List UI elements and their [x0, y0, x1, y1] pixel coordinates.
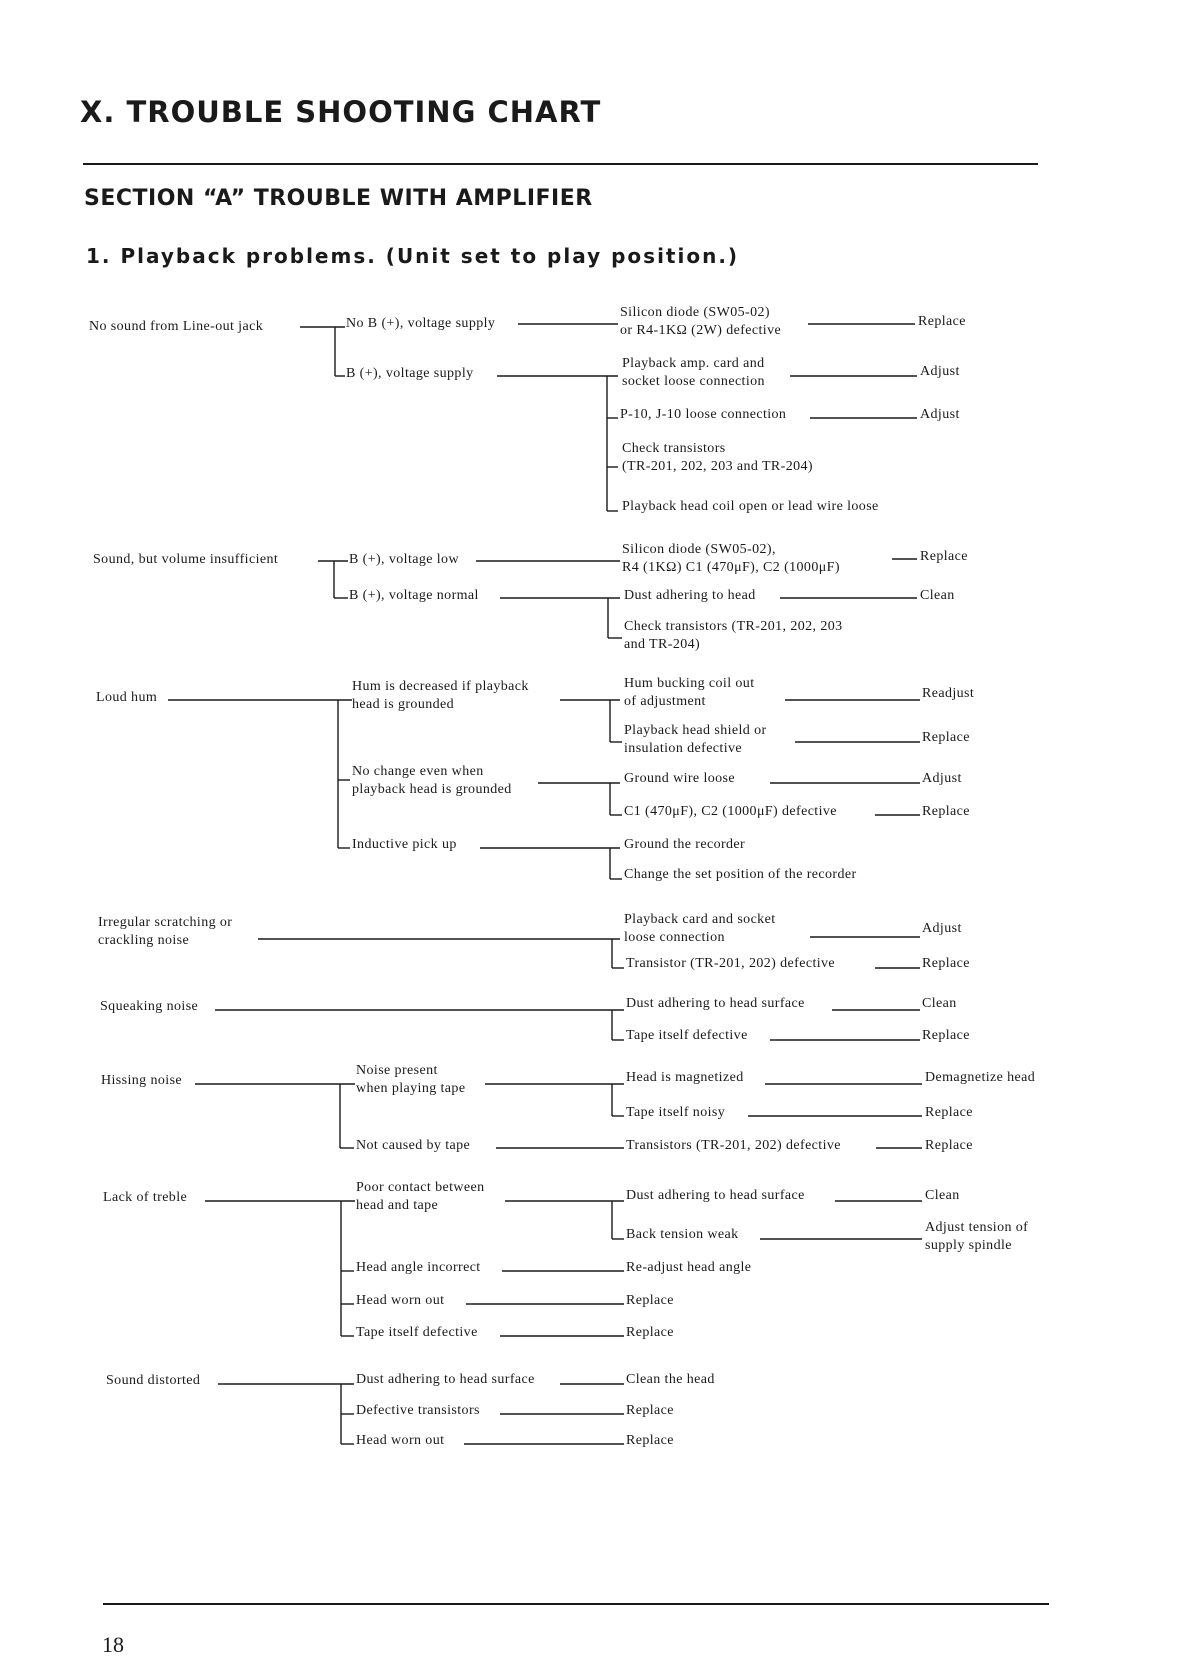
remedy-label: Replace — [922, 1028, 970, 1043]
check-label: Clean the head — [626, 1372, 715, 1387]
remedy-label: Clean — [922, 996, 957, 1011]
remedy-label: Adjust — [922, 921, 962, 936]
problem-label: Lack of treble — [103, 1190, 188, 1205]
remedy-label: Adjust — [920, 364, 960, 379]
check-label: Check transistors (TR-201, 202, 203 and TR-204) — [622, 441, 813, 474]
cause-label: No B (+), voltage supply — [346, 316, 496, 331]
remedy-label: Replace — [922, 730, 970, 745]
check-label: Hum bucking coil out of adjustment — [624, 676, 755, 709]
check-label: Transistors (TR-201, 202) defective — [626, 1138, 841, 1153]
subsection-heading: 1. Playback problems. (Unit set to play position.) — [86, 244, 740, 268]
check-label: Replace — [626, 1403, 674, 1418]
cause-label: Not caused by tape — [356, 1138, 471, 1153]
problem-label: Hissing noise — [101, 1073, 183, 1088]
cause-label: Noise present when playing tape — [356, 1063, 466, 1096]
remedy-label: Readjust — [922, 686, 975, 701]
check-label: Replace — [626, 1325, 674, 1340]
cause-label: Head angle incorrect — [356, 1260, 481, 1275]
cause-label: No change even when playback head is grounded — [352, 764, 512, 797]
cause-label: Tape itself defective — [356, 1325, 478, 1340]
check-label: Tape itself defective — [626, 1028, 748, 1043]
check-label: Playback card and socket loose connection — [624, 912, 776, 945]
cause-label: B (+), voltage supply — [346, 366, 474, 381]
check-label: Back tension weak — [626, 1227, 739, 1242]
check-label: Check transistors (TR-201, 202, 203 and TR-204) — [624, 619, 843, 652]
cause-label: Dust adhering to head surface — [356, 1372, 535, 1387]
section-heading: SECTION “A” TROUBLE WITH AMPLIFIER — [84, 186, 593, 211]
remedy-label: Replace — [922, 956, 970, 971]
check-label: Re-adjust head angle — [626, 1260, 752, 1275]
check-label: Dust adhering to head surface — [626, 1188, 805, 1203]
check-label: P-10, J-10 loose connection — [620, 407, 787, 422]
remedy-label: Replace — [922, 804, 970, 819]
remedy-label: Replace — [918, 314, 966, 329]
check-label: Playback head shield or insulation defective — [624, 723, 767, 756]
footer-rule — [103, 1603, 1049, 1605]
check-label: Dust adhering to head surface — [626, 996, 805, 1011]
remedy-label: Adjust — [922, 771, 962, 786]
remedy-label: Clean — [925, 1188, 960, 1203]
cause-label: Poor contact between head and tape — [356, 1180, 485, 1213]
check-label: Playback amp. card and socket loose connection — [622, 356, 765, 389]
check-label: Ground the recorder — [624, 837, 746, 852]
cause-label: B (+), voltage low — [349, 552, 459, 567]
problem-label: Sound, but volume insufficient — [93, 552, 279, 567]
check-label: Silicon diode (SW05-02) or R4-1KΩ (2W) defective — [620, 305, 782, 338]
problem-label: Sound distorted — [106, 1373, 201, 1388]
check-label: Replace — [626, 1293, 674, 1308]
problem-label: Squeaking noise — [100, 999, 199, 1014]
remedy-label: Adjust tension of supply spindle — [925, 1220, 1029, 1253]
problem-label: Irregular scratching or crackling noise — [98, 915, 233, 948]
check-label: C1 (470μF), C2 (1000μF) defective — [624, 804, 837, 819]
cause-label: Head worn out — [356, 1293, 445, 1308]
problem-label: No sound from Line-out jack — [89, 319, 264, 334]
check-label: Change the set position of the recorder — [624, 867, 857, 882]
cause-label: Hum is decreased if playback head is grounded — [352, 679, 529, 712]
remedy-label: Replace — [920, 549, 968, 564]
check-label: Head is magnetized — [626, 1070, 744, 1085]
remedy-label: Replace — [925, 1138, 973, 1153]
check-label: Tape itself noisy — [626, 1105, 726, 1120]
remedy-label: Replace — [925, 1105, 973, 1120]
cause-label: Defective transistors — [356, 1403, 480, 1418]
remedy-label: Demagnetize head — [925, 1070, 1036, 1085]
remedy-label: Adjust — [920, 407, 960, 422]
cause-label: Inductive pick up — [352, 837, 457, 852]
cause-label: Head worn out — [356, 1433, 445, 1448]
page-number: 18 — [102, 1632, 124, 1657]
cause-label: B (+), voltage normal — [349, 588, 479, 603]
check-label: Transistor (TR-201, 202) defective — [626, 956, 836, 971]
check-label: Replace — [626, 1433, 674, 1448]
check-label: Dust adhering to head — [624, 588, 756, 603]
problem-label: Loud hum — [96, 690, 158, 705]
check-label: Ground wire loose — [624, 771, 736, 786]
check-label: Silicon diode (SW05-02), R4 (1KΩ) C1 (470μF), C2 (1000μF) — [622, 542, 840, 575]
check-label: Playback head coil open or lead wire loose — [622, 499, 879, 514]
page-title: X. TROUBLE SHOOTING CHART — [80, 95, 602, 129]
remedy-label: Clean — [920, 588, 955, 603]
